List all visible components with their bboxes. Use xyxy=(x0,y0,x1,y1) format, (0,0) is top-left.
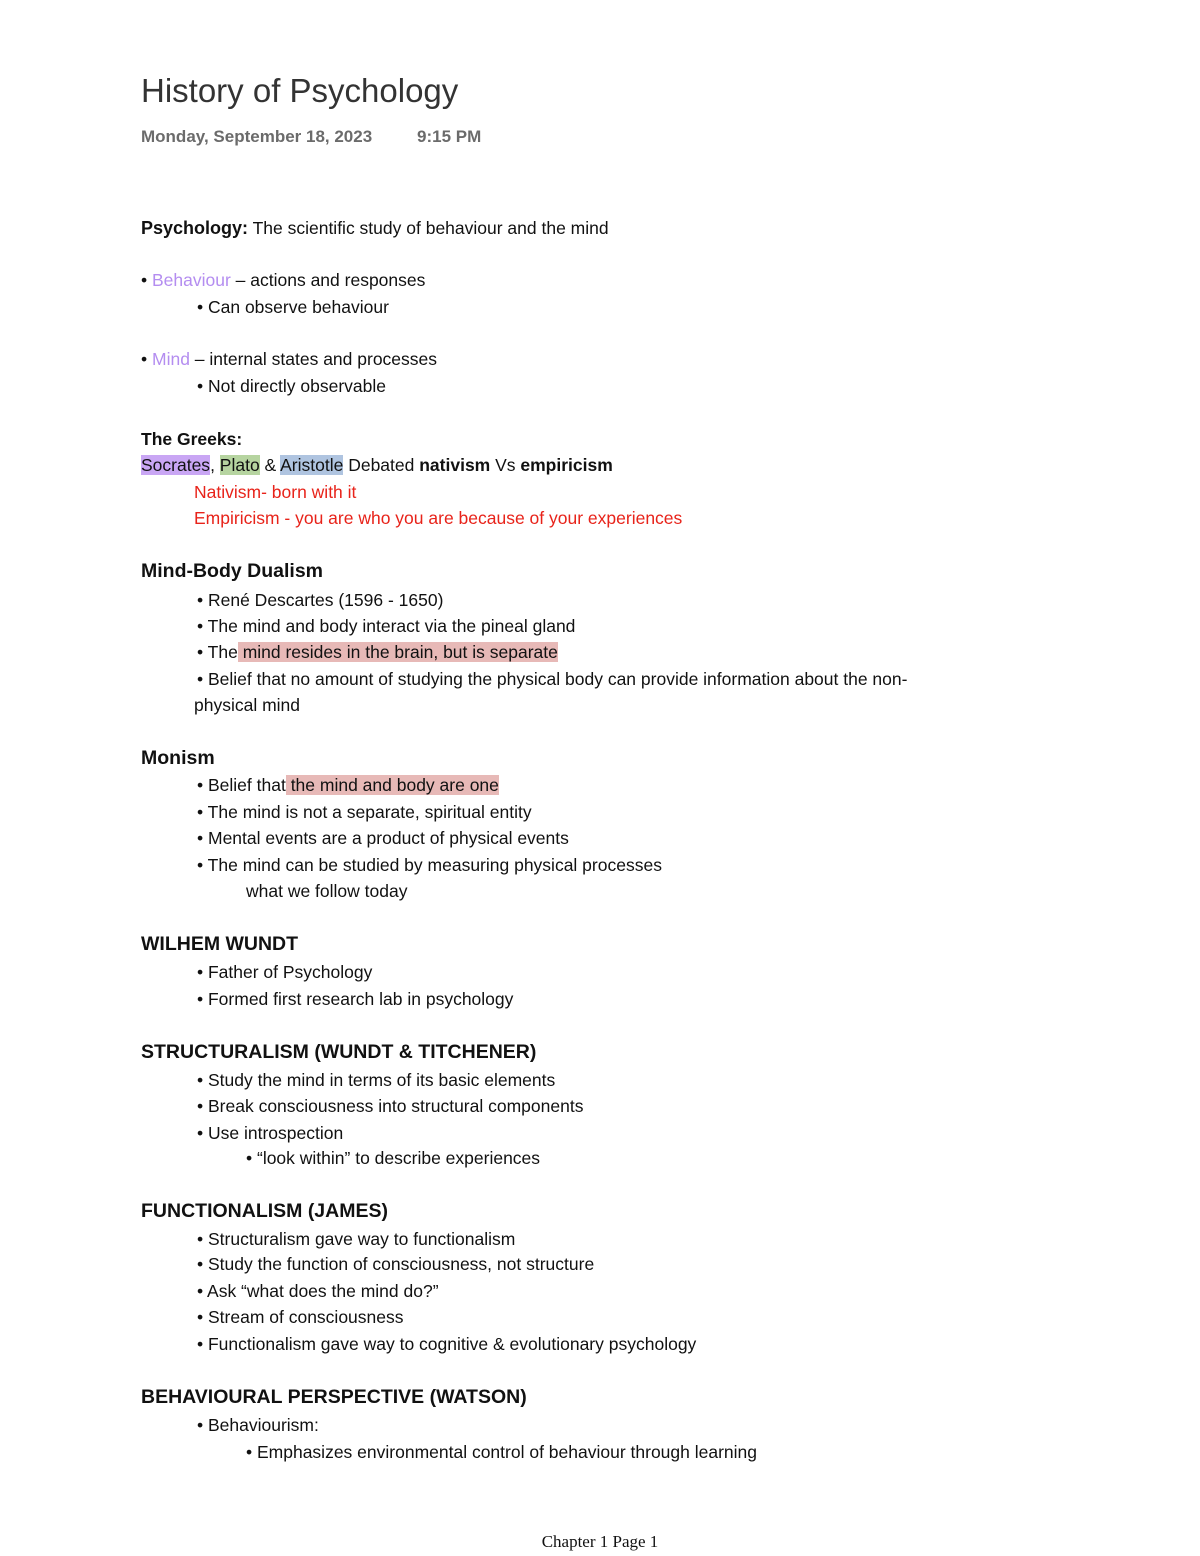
aristotle-highlight: Aristotle xyxy=(280,455,344,475)
functionalism-heading: FUNCTIONALISM (JAMES) xyxy=(141,1200,388,1222)
empiricism-term: empiricism xyxy=(520,455,613,475)
list-item: • Study the function of consciousness, not structure xyxy=(197,1254,595,1274)
list-item xyxy=(197,641,558,663)
list-item: • The mind can be studied by measuring physical processes xyxy=(197,855,662,875)
list-item: • Formed first research lab in psychology xyxy=(197,989,514,1009)
list-subitem: • “look within” to describe experiences xyxy=(246,1148,541,1168)
behaviour-item xyxy=(141,269,425,291)
monism-note: what we follow today xyxy=(246,881,408,901)
greeks-debate xyxy=(141,454,613,476)
list-item: • Stream of consciousness xyxy=(197,1307,404,1327)
separator: & xyxy=(259,455,281,475)
monism-heading: Monism xyxy=(141,747,215,769)
psychology-definition xyxy=(141,217,609,239)
behaviour-text: – actions and responses xyxy=(230,270,426,290)
behavioural-heading: BEHAVIOURAL PERSPECTIVE (WATSON) xyxy=(141,1386,527,1408)
list-item: • Functionalism gave way to cognitive & evolutionary psychology xyxy=(197,1334,697,1354)
dualism-heading: Mind-Body Dualism xyxy=(141,560,324,582)
behaviour-subitem: • Can observe behaviour xyxy=(197,297,389,317)
page-title: History of Psychology xyxy=(141,72,459,109)
dualism-highlight: mind resides in the brain, but is separate xyxy=(237,642,558,662)
debated-text: Debated xyxy=(343,455,420,475)
page-date: Monday, September 18, 2023 xyxy=(141,127,373,146)
list-item-text: • Belief that xyxy=(197,775,286,795)
page-time: 9:15 PM xyxy=(417,127,482,146)
list-item: • Structuralism gave way to functionalism xyxy=(197,1229,516,1249)
list-item: • Mental events are a product of physical events xyxy=(197,828,569,848)
list-item: • René Descartes (1596 - 1650) xyxy=(197,590,444,610)
nativism-term: nativism xyxy=(419,455,491,475)
page-footer: Chapter 1 Page 1 xyxy=(541,1532,659,1551)
bullet: • xyxy=(141,349,152,369)
socrates-highlight: Socrates xyxy=(141,455,211,475)
nativism-definition: Nativism- born with it xyxy=(194,482,357,502)
list-item: • The mind and body interact via the pineal gland xyxy=(197,616,576,636)
structuralism-heading: STRUCTURALISM (WUNDT & TITCHENER) xyxy=(141,1041,537,1063)
list-item-text: • The xyxy=(197,642,238,662)
list-item xyxy=(197,774,499,796)
list-item: • Behaviourism: xyxy=(197,1415,319,1435)
list-item: • Belief that no amount of studying the physical body can provide information about the non- xyxy=(197,669,908,689)
list-item: • Use introspection xyxy=(197,1123,344,1143)
list-item: • The mind is not a separate, spiritual entity xyxy=(197,802,532,822)
definition-term: Psychology: xyxy=(141,218,249,238)
separator: , xyxy=(210,455,220,475)
behaviour-term: Behaviour xyxy=(152,270,231,290)
mind-term: Mind xyxy=(152,349,190,369)
bullet: • xyxy=(141,270,152,290)
wundt-heading: WILHEM WUNDT xyxy=(141,933,299,955)
vs-text: Vs xyxy=(490,455,521,475)
list-item: • Father of Psychology xyxy=(197,962,373,982)
plato-highlight: Plato xyxy=(219,455,260,475)
monism-highlight: the mind and body are one xyxy=(285,775,499,795)
greeks-heading: The Greeks: xyxy=(141,429,243,449)
mind-subitem: • Not directly observable xyxy=(197,376,386,396)
mind-item xyxy=(141,348,437,370)
list-item-continuation: physical mind xyxy=(194,695,301,715)
list-item: • Ask “what does the mind do?” xyxy=(197,1281,439,1301)
definition-text: The scientific study of behaviour and the mind xyxy=(248,218,609,238)
list-subitem: • Emphasizes environmental control of behaviour through learning xyxy=(246,1442,758,1462)
empiricism-definition: Empiricism - you are who you are because of your experiences xyxy=(194,508,683,528)
mind-text: – internal states and processes xyxy=(189,349,438,369)
list-item: • Break consciousness into structural components xyxy=(197,1096,584,1116)
list-item: • Study the mind in terms of its basic elements xyxy=(197,1070,556,1090)
